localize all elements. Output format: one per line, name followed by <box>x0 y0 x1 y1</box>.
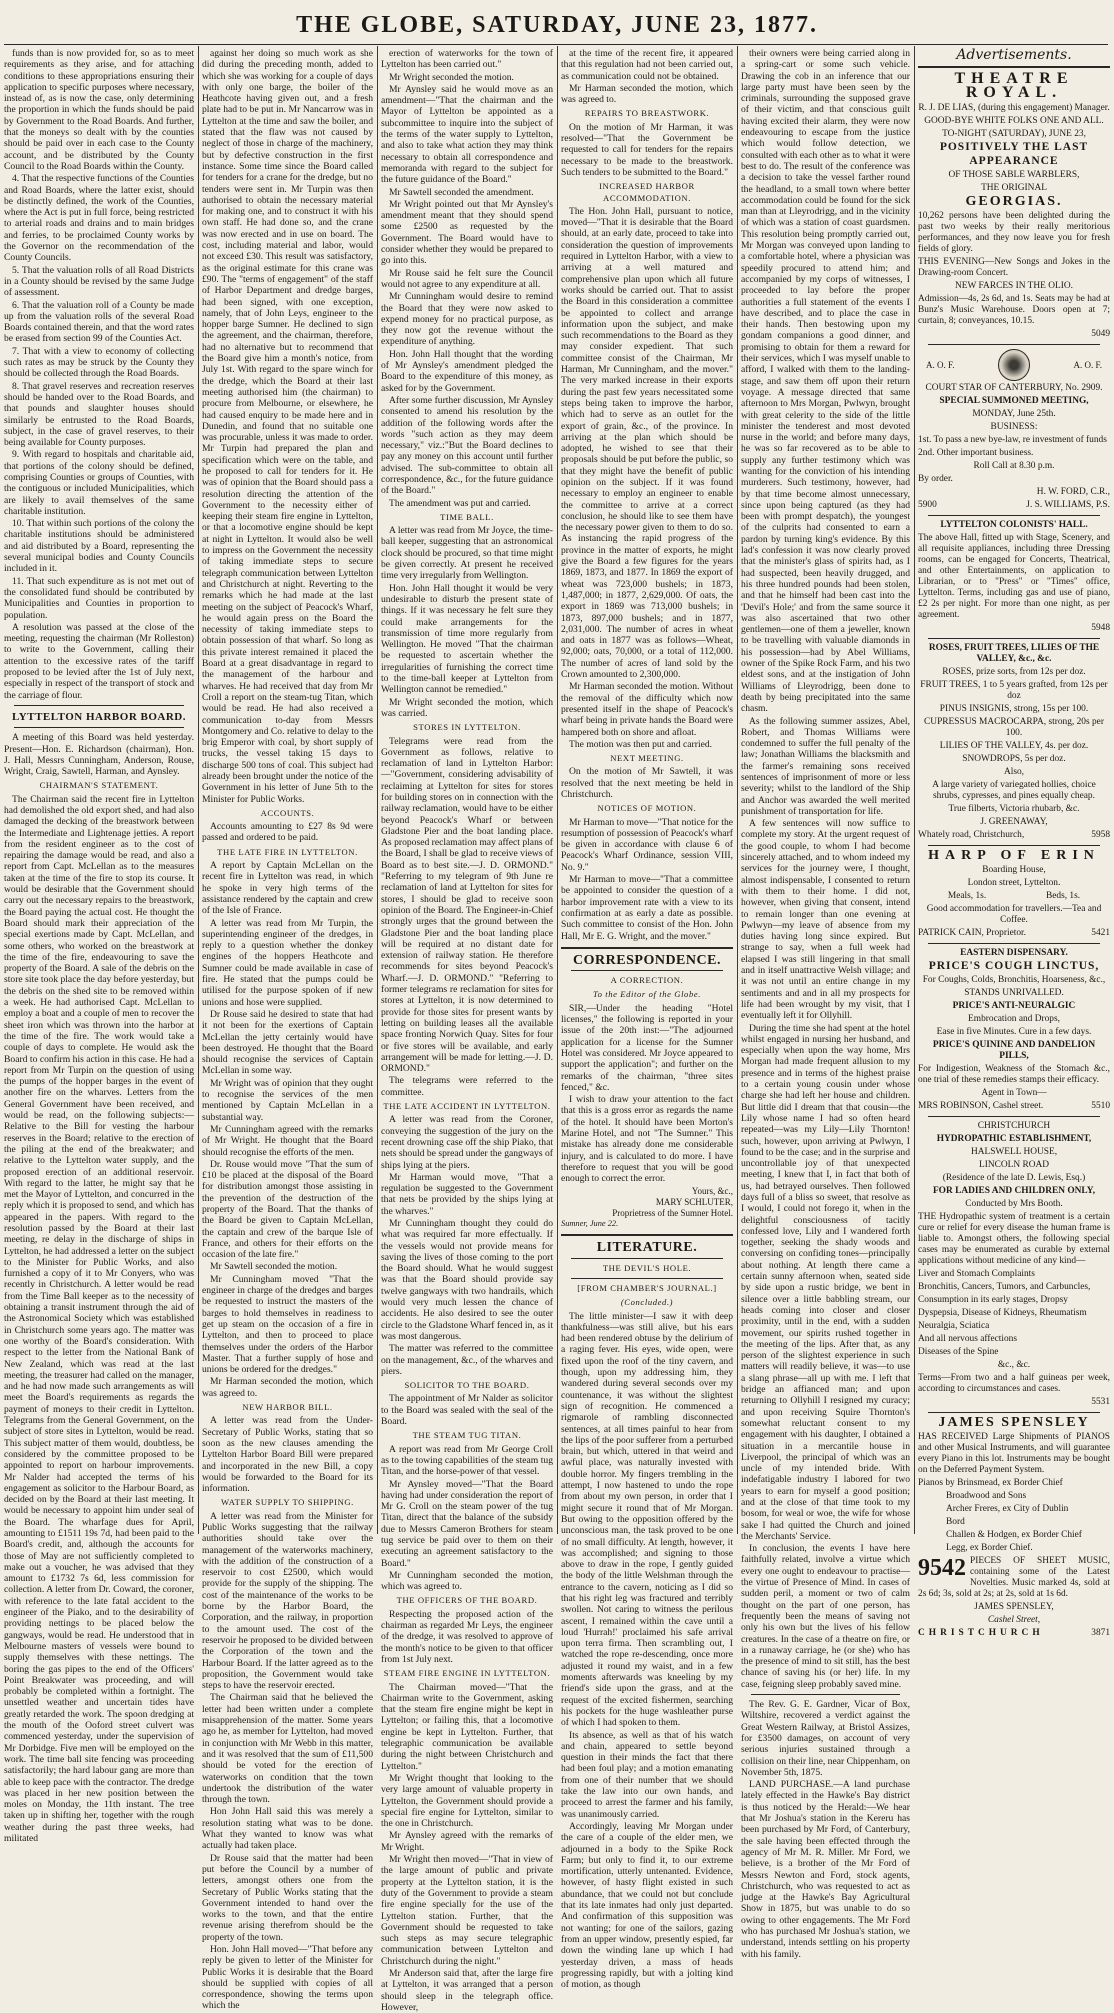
paragraph: During the time she had spent at the hotel whilst engaged in nursing her husband, and especially when upon the way home, Mrs Morgan had made frequent allusion to my presence and in terms of the highest praise to a certain young cousin under whose charge she had left her house and children. But little did I dream that that cousin—the Lily whose name I had so often heard repeated—was my Lily—Lily Thornton! such, however, upon arriving at Pwlwyn, I found to be the case; and in the surprise and uncontrollable joy of that unexpected meeting, I knew that I, in fact that both of us, had betrayed ourselves. Then followed days full of a bliss so sweet, that resolve as I would, I could not forego it, when in the delightful consciousness of tacitly confessed love, Lily and I wandered forth together, seeking the shady woods and conversing on confiding tones—principally about nothing. At length there came a certain sunny afternoon when, seated side by side upon a rustic bridge, we bent in silence over a little babbling stream, our heads coming into closer and closer proximity, until in the end, with a sudden movement, our spirits rushed together in the meeting of the lips. After that, as any person of the slightest experience in such matters will readily believe, it was—to use a slang phrase—all up with me. I left that bridge an affianced man; and upon returning to Ollyhill I resigned my curacy; and upon receiving Squire Thornton's somewhat reluctant consent to my engagement with his daughter, I obtained a situation in a mercantile house in Liverpool, the principal of which was an uncle of my intended bride. With indefatigable industry I labored for two years to earn for myself a good position; and at the close of that time took to my bosom, for weal or woe, the wife for whose sake I had quitted the Church and joined the Merchants' Service. <box>741 1022 910 1542</box>
ad-text: (Residence of the late D. Lewis, Esq.) <box>942 1173 1086 1184</box>
column-2 <box>202 48 373 2012</box>
ad-text: Terms—From two and a half guineas per week, according to circumstances and cases. <box>918 1373 1110 1395</box>
section-heading-correspondence: CORRESPONDENCE. <box>573 952 721 968</box>
ad-list-item: Diseases of the Spine <box>918 1347 999 1358</box>
paragraph: Mr Wright then moved—"That in view of the large amount of public and private property at the Lyttelton station, it is the duty of the Government to provide a steam fire engine specially for the use of the Lyttelton station. Further, that the Government should be requested to take such steps as may secure telegraphic communication between Lyttelton and Christchurch during the night." <box>381 1854 553 1967</box>
ad-text: Roll Call at 8.30 p.m. <box>973 461 1055 472</box>
paragraph: The Chairman said the recent fire in Lyttelton had demolished the old export shed, and had also damaged the decking of the breastwork between the Intermediate and Lightenage jetties. A report from the resident engineer as to the cost of repairing the damage would be read, and also a report from Capt. McLellan as to the measures taken at the time of the fire to stop its course. It would be desirable that the Government should carry out the necessary repairs to the breastwork, the Board paying the actual cost. He thought the Board should mark their appreciation of the special exertions made by Capt. McLellan, and some others, who worked on the breastwork at the time of the fire, endeavouring to save the property of the Board. A sale of the debris on the store site took place the day before yesterday, but the debris on the shed site to be removed within a week. He had authorised Capt. McLellan to employ a boat and a couple of men to recover the sheet iron which was thrown into the harbor at the time of the fire. The work would take a couple of days to complete. He would ask the Board to confirm his action in this case. He had a report from Mr Turpin on the question of using the pumps of the hopper barges in the event of another fire on the wharves. Letters from the General Government have been received, and would be read, on the following subjects:—Relative to the Bill for vesting the harbour reserves in the Board; relative to the erection of the piling at the end of the breakwater; and relative to the Lyttelton water supply, and the proposed erection of an additional reservoir. With regard to the latter, he might say that he met the Mayor of Lyttelton, and concurred in the reply which it is proposed to send, and which has appeared in the papers. With regard to the resolution passed by the Board at their last meeting, re delay in the discharge of ships in Lyttelton, he had addressed a letter on the subject to the Minister for Public Works, and also furnished a copy of it to Mr Conyers, who was recently in Christchurch. A letter would be read from the Time Ball keeper as to the necessity of obtaining a transit instrument through the aid of the Astronomical Society which was established in Christchurch some years ago. The matter was one worthy of the Board's consideration. With respect to the letter from the National Bank of New Zealand, which was read at the last meeting, the treasurer had called on the manager, and he had now made such arrangements as will meet the Board's requirements as regards the payment of moneys to their credit in Lyttelton. Telegrams from the General Government, on the subject of store sites in Lyttelton, would be read. This subject matter of them would, doubtless, be considered by the committee proposed to be appointed to report on harbour improvements. Mr Nalder had accepted the terms of his engagement as solicitor to the Harbour Board, as decided on by the Board at their last meeting. It would be necessary to appoint him under seal of the Board. The wharfage dues for April, amounting to £1511 19s 7d, had been paid to the Board's credit, and, although the accounts for those of May are not sufficiently completed to make out a voucher, he was advised that they amount to £1732 7s 6d, less commission for collection. A letter from Dr. Coward, the coroner, with reference to the late fatal accident to the engineer of the Piako, and to the desirability of providing nettings to be placed below the gangways, would be read. He understood that in Melbourne masters of vessels were bound to supply themselves with these nettings. The boring the gas pipes to the end of the Officers' Point Breakwater was proceeding, and will probably be completed within a fortnight. The unsettled weather and uncertain tides have greatly retarded the work. The spoon dredging at the mouth of the Ooford street culvert was commenced yesterday, under the supervision of Mr Dorbidge. Five men will be employed on the work. The time ball site fencing was proceeding satisfactorily; the hard labour gang are more than able to keep pace with the contractor. The dredge was placed in her new position between the moles on Monday, the 11th instant. The tree taken up in shifting her, together with the rough weather during the past three weeks, had militated <box>4 793 194 1845</box>
section-rule <box>928 845 1100 846</box>
paragraph: at the time of the recent fire, it appeared that this regulation had not been carried out, as communication could not be obtained. <box>561 48 733 82</box>
section-rule <box>561 1234 733 1236</box>
paragraph: Mr Harman to move—"That notice for the resumption of possession of Peacock's wharf be given in accordance with clause 6 of Peacock's Wharf Ordinance, session VIII, No. 9." <box>561 816 733 873</box>
ad-text: For Indigestion, Weakness of the Stomach &c., one trial of these remedies stamps their efficacy. <box>918 1064 1110 1086</box>
subheading: INCREASED HARBOR ACCOMMODATION. <box>599 181 695 203</box>
paragraph: Dr Rouse said that the matter had been put before the Council by a number of letters, amongst others one from the Secretary of Public Works stating that the Government intended to hand over the works to the town, and that the entire revenue arising therefrom should be the property of the town. <box>202 1852 373 1943</box>
paragraph: Mr Wright thought that looking to the very large amount of valuable property in Lyttelton, the Government should provide a special fire engine for Lyttelton, similar to the one in Christchurch. <box>381 1772 553 1830</box>
column-3 <box>381 48 553 2013</box>
paragraph: Mr Wright seconded the motion. <box>389 71 514 83</box>
paragraph: 10. That within such portions of the colony the charitable institutions should be administered and aid distributed by a Board, representing the several municipal bodies and County Councils included in it. <box>4 518 194 575</box>
subheading: NEW HARBOR BILL. <box>242 1402 333 1413</box>
ad-text: CUPRESSUS MACROCARPA, strong, 20s per 100. <box>924 717 1104 739</box>
paragraph: After some further discussion, Mr Aynsley consented to amend his resolution by the addition of the following words after the words "such action as they may deem necessary," viz.:"But the Board declines to pay any money on this account until further advised. The sub-committee to obtain all correspondence, &c., for the future guidance of the Board." <box>381 394 553 497</box>
ad-text: True filberts, Victoria rhubarb, &c. <box>948 804 1080 815</box>
section-heading-literature: LITERATURE. <box>596 1240 698 1256</box>
column-divider <box>557 46 558 1534</box>
ad-number: 5948 <box>1091 623 1110 634</box>
ad-text: By order. <box>918 474 953 485</box>
ad-text: COURT STAR OF CANTERBURY, No. 2909. <box>925 383 1103 394</box>
ad-text: CHRISTCHURCH <box>918 1628 1044 1639</box>
paragraph: Hon John Hall said this was merely a resolution stating what was to be done. What they wanted to know was what actually had taken place. <box>202 1806 373 1852</box>
ad-text: STANDS UNRIVALLED. <box>964 988 1064 999</box>
column-divider <box>377 46 378 1534</box>
ad-text: J. GREENAWAY, <box>980 817 1048 828</box>
masthead-rule <box>4 44 1108 45</box>
ad-number: 5958 <box>1091 830 1110 841</box>
ad-text: R. J. DE LIAS, (during this engagement) Manager. <box>918 103 1110 114</box>
paragraph: The amendment was put and carried. <box>389 497 531 509</box>
ad-list-item: And all nervous affections <box>918 1334 1018 1345</box>
section-rule <box>928 638 1100 639</box>
subheading: THE LATE FIRE IN LYTTELTON. <box>217 846 358 857</box>
ad-big-number: 9542 <box>918 1555 966 1582</box>
ad-text: ROSES, prize sorts, from 12s per doz. <box>942 667 1086 678</box>
paragraph: Mr Harman to move—"That a committee be appointed to consider the question of a harbor improvement rate with a view to its confirmation at as early a date as possible. Such committee to consist of the Hon. John Hall, Mr E. G. Wright, and the mover." <box>561 874 733 942</box>
ad-text: PRICE'S ANTI-NEURALGIC <box>952 1001 1076 1012</box>
paragraph: erection of waterworks for the town of Lyttelton has been carried out." <box>381 48 553 71</box>
paragraph: 4. That the respective functions of the Counties and Road Boards, where the latter exist, should be distinctly defined, the work of the Counties, where the Act is put in full force, being restricted to arterial roads and drains and to main bridges and ferries, to be proclaimed County works by the Governor on the recommendation of the County Councils. <box>4 173 194 264</box>
paragraph: A letter was read from the Minister for Public Works suggesting that the railway authorities should take over the management of the waterworks machinery, with the addition of the construction of a reservoir to cost £2500, which would provide for the supply of the shipping. The cost of the maintenance of the works to be borne by the Harbor Board, the Corporation, and the railway, in proportion to the amount used. The cost of the reservoir he proposed to be divided between the Corporation of the town and the Harbour Board. If the latter agreed as to the proposition, the Government would take steps to have the reservoir erected. <box>202 1510 373 1692</box>
section-rule <box>928 1116 1100 1117</box>
ad-list-item: Consumption in its early stages, Dropsy <box>918 1295 1068 1306</box>
paragraph: Mr Anderson said that, after the large fire at Lyttelton, it was arranged that a person should sleep in the telegraph office. However, <box>381 1967 553 2013</box>
ad-text: THIS EVENING—New Songs and Jokes in the Drawing-room Concert. <box>918 257 1110 279</box>
masthead <box>0 0 1114 46</box>
aof-label: A. O. F. <box>926 359 955 370</box>
paragraph: The Hon. John Hall, pursuant to notice, moved—"That it is desirable that the Board should, at an early date, proceed to take into consideration the question of improvements required in Lyttelton Harbor, with a view to arriving at a well matured and comprehensive plan upon which all future works should be carried out. That to assist the Board in this consideration a committee be appointed to collect and arrange information upon the subject, and make such recommendations to the Board as they may consider expedient. That such committee consist of the Chairman, Mr Harman, Mr Cunningham, and the mover." The very marked increase in their exports during the past few years necessitated some steps being taken to improve the harbor, which had to serve as an outlet for the export of grain, &c., of the province. In arriving at the plan which should be adopted, he wished to see that their proposals should be put before the public, so that they might have the benefit of public opinion on the subject. If it was found necessary to employ an engineer to enable the committee to arrive at a correct conclusion, he should like to see them have the necessary power given to them to do so. As instancing the rapid progress of the province in the matter of exports, he might give the Board a few figures for the years 1869, 1873, and 1877. In 1869 the export of wheat was 723,000 bushels; in 1873, 1,487,000; in 1877, 2,629,000. Of oats, the export in 1869 was 713,000 bushels; in 1873, 897,000 bushels; and in 1877, 2,031,000. The number of acres in wheat and oats in 1877 was as follows—Wheat, 92,000; oats, 70,000, or a total of 112,000. The number of acres of land sold by the Crown amounted to 2,300,000. <box>561 205 733 681</box>
paragraph: A few sentences will now suffice to complete my story. At the urgent request of the good couple, to whom I had become sincerely attached, and to whom indeed my services for the journey were, I thought, almost indispensable, I consented to return with them to their home. I did not, however, when giving that consent, intend to remain longer than one evening at Pwlwyn—my leave of absence from my duties having long since expired. But strange to say, when a full week had elapsed I was still lingering in that small and in itself unattractive Welsh village; and it was not until an entire change in my sentiments and and in all my prospects for life had been wrought by my visit, that I eventually left it for Ollyhill. <box>741 818 910 1022</box>
paragraph: The Chairman said that he believed the letter had been written under a complete misapprehension of the matter. Some years ago he, as member for Lyttelton, had moved in conjunction with Mr Webb in this matter, and it was resolved that the sum of £11,500 should be voted for the erection of waterworks on condition that the town undertook the distribution of the water through the town. <box>202 1692 373 1806</box>
ad-list-item: Legg, ex Border Chief. <box>946 1543 1033 1554</box>
ad-text: CHRISTCHURCH <box>977 1121 1051 1132</box>
subheading: THE DEVIL'S HOLE. <box>602 1262 692 1273</box>
ad-list-item: Broadwood and Sons <box>946 1491 1027 1502</box>
ad-text: PINUS INSIGNIS, strong, 15s per 100. <box>939 704 1089 715</box>
paragraph: Mr Cunningham would desire to remind the Board that they were now asked to expend money for no practical purpose, as they now got the revenue without the expenditure of anything. <box>381 291 553 348</box>
ad-list-item: Archer Freres, ex City of Dublin <box>946 1504 1069 1515</box>
subheading: WATER SUPPLY TO SHIPPING. <box>221 1497 354 1508</box>
paragraph: The Rev. G. E. Gardner, Vicar of Box, Wiltshire, recovered a verdict against the Great Western Railway, at Bristol Assizes, for £3500 damages, on account of very serious injuries sustained through a collision on their line, near Chippenham, on November 5th, 1875. <box>741 1699 910 1778</box>
ad-text: ROSES, FRUIT TREES, LILIES OF THE VALLEY, &c., &c. <box>928 643 1100 665</box>
ad-number: 5531 <box>1091 1397 1110 1408</box>
ad-text: HALSWELL HOUSE, <box>970 1147 1058 1158</box>
subheading: TIME BALL. <box>440 511 494 522</box>
ad-text: Whately road, Christchurch, <box>918 830 1025 841</box>
ad-text: MONDAY, June 25th. <box>972 409 1056 420</box>
paragraph: 11. That such expenditure as is not met out of the consolidated fund should be contributed by Municipalities and Counties in proportion to population. <box>4 575 194 621</box>
ad-georgias-title: GEORGIAS. <box>965 194 1063 210</box>
ad-text: JAMES SPENSLEY, <box>974 1602 1054 1613</box>
paragraph: their owners were being carried along in a spring-cart or some such vehicle. Drawing the cob in an inference that our large party must have been seen by the criminals, surrounding the supposed grave of their victim, and that conscious guilt having excited their alarm, they were now endeavouring to escape from the justice which would follow detection, we consulted with each other as to what it were best to do. The result of the conference was a decision to take the vessel farther round the headland, to a small town where better accommodation could be found for the sick man than at Lleyrodrigg, and in the vicinity of which was a station of coast guardsmen. This resolution being promptly carried out, Mr Morgan was conveyed upon landing to a comfortable hotel, where a physician was speedily procured to attend him; and accompanied by my corps of witnesses, I proceeded to lay before the proper authorities a full statement of the events I have described, and to place the case in their hands. Then bestowing upon my gondam companions a good dinner, and promising to obtain for them a reward for their services, which I was myself unable to afford, I walked with them to the landing-stage, and saw them off upon their return voyage. A message directed that same afternoon to Mrs Morgan, Pwlwyn, brought with great celerity to the side of the little minister the tenderest and most devoted nurse in the world; and before many days, he was so far recovered as to be able to supply any further testimony which was wanting for the conviction of his intending murderers. Such testimony, however, had by that time become almost unnecessary, since upon being captured (as they had been with prompt despatch), the youngest of the culprits had consented to earn a pardon by turning king's evidence. By this lad's confession it was now clearly proved that the minister's glass of spirits had, as I had suspected, been heavily drugged, and his three hundred pounds had been stolen, and that he himself had been cast into the 'Devil's Hole;' and from the same source it was also ascertained that two other gentlemen—one of them a jeweller, known to be travelling with valuable diamonds in his possession—had by Abel Williams, owner of the Spike Rock Farm, and his two eldest sons, and at the instigation of John Williams of Lleyrodrigg, been done to death by being precipitated into the same chasm. <box>741 48 910 715</box>
paragraph: Mr Harman seconded the motion. Without the removal of the difficulty which now presented itself in the shape of Peacock's wharf being in private hands the Board were hampered both on shore and afloat. <box>561 681 733 738</box>
paragraph: against her doing so much work as she did during the preceding month, added to which she was working for a couple of days with only one barge, the boiler of the Heathcote having given out, and a fresh plate had to be put in. Mr Nancarrow was in Lyttelton at the time and saw the boiler, and stated that the flaw was not caused by neglect of those in charge of the machinery, but by defective construction in the first instance. Some time since the Board called for tenders for a crane for the dredge, but no tenders were sent in. Mr Turpin was then authorised to obtain the necessary material for making one, and to construct it with his own staff. He had done so, and the crane was now erected and in use on board. The cost, including material and labor, would not exceed £30. This result was satisfactory, as the original estimate for this crane was £90. The "terms of engagement" of the staff of Harbor Department and dredge barges, had been signed, with one exception, namely, that of John Leys, engineer to the hopper barge Sumner. He declined to sign the agreement, and the chairman, therefore, had no alternative but to recommend that the Board give him a month's notice, from July 1st. With regard to the spare winch for the dredge, which the Board at their last meeting authorised him (the chairman) to procure from Melbourne, or elsewhere, he had caused enquiry to be made here and in Dunedin, and found that no suitable one was procurable, unless it was made to order. Mr Turpin had prepared the plan and specification which were on the table, and he proposed to call for tenders for it. He was of opinion that the Board should pass a resolution directing the attention of the Government to the necessity either of keeping their steam fire engine in Lyttelton, or that a locomotive engine should be kept at night in Lyttelton. It would also be well to impress on the Government the necessity of taking immediate steps to secure telegraph communication between Lyttelton and Christchurch at night. Reverting to the remarks which he had made at the last meeting on the subject of Peacock's Wharf, he would again press on the Board the necessity of taking immediate steps to obtain possession of that wharf. So long as this private interest remained it placed the Board at a great disadvantage in regard to the management of the harbour and wharves. He had received that day from Mr Croll a report on the steam-tug Titan, which would be read. He had also received a communication to-day from Messrs Montgomery and Co. relative to delay to the brig Emperor with coal, by short supply of trucks, the vessel taking 15 days to discharge 500 tons of coal. This subject had already been brought under the notice of the Government in his letter of June 5th to the Minister for Public Works. <box>202 48 373 805</box>
paragraph: The telegrams were referred to the committee. <box>381 1075 553 1098</box>
ad-harp-title: HARP OF ERIN <box>928 848 1100 864</box>
ad-theatre-title: THEATRE ROYAL. <box>954 70 1074 102</box>
paragraph: Mr Sawtell seconded the amendment. <box>389 186 534 198</box>
ad-text: 2nd. Other important business. <box>918 448 1034 459</box>
ad-text: PIECES OF SHEET MUSIC, containing some of the Latest Novelties. Music marked 4s, sold at 2s 6d; 3s, sold at 2s; at 2s, sold at 1s 6d. <box>918 1556 1110 1600</box>
ad-list-item: Pianos by Brinsmead, ex Border Chief <box>918 1478 1063 1489</box>
ad-text: SPECIAL SUMMONED MEETING, <box>939 396 1089 407</box>
subheading: CHAIRMAN'S STATEMENT. <box>39 780 159 791</box>
advertisements-heading: Advertisements. <box>956 47 1072 63</box>
paragraph: Mr Cunningham thought they could do what was required far more effectually. If the vessels would not provide means for saving the lives of those coming to the port the Board should. What he would suggest was that the Board should provide say twelve gangways with two handrails, which would very much lessen the chance of accidents. He also desired to see the outer circle to the Gladstone Wharf fenced in, as it was most dangerous. <box>381 1217 553 1342</box>
subheading: STEAM FIRE ENGINE IN LYTTELTON. <box>383 1668 551 1679</box>
ad-text: Conducted by Mrs Booth. <box>965 1199 1063 1210</box>
ad-list-item: Dyspepsia, Disease of Kidneys, Rheumatism <box>918 1308 1087 1319</box>
ad-text: POSITIVELY THE LAST <box>939 141 1089 154</box>
paragraph: Mr Cunningham moved "That the engineer in charge of the dredges and barges be requested to instruct the masters of the barges to hold themselves in readiness to get up steam on the occasion of a fire in Lyttelton, and then to proceed to place themselves under the orders of the Harbor Master. That a further supply of hose and unions be ordered for the dredges." <box>202 1273 373 1376</box>
paragraph: Mr Harman seconded the motion, which was agreed to. <box>202 1376 373 1399</box>
ad-text: THE ORIGINAL <box>981 183 1047 194</box>
column-5 <box>741 48 910 1960</box>
ad-signature-row <box>918 928 1110 939</box>
paragraph: On the motion of Mr Harman, it was resolved—"That the Government be requested to call for tenders for the repairs necessary to be made to the breastwork. Such tenders to be submitted to the Board." <box>561 121 733 178</box>
paragraph: In conclusion, the events I have here faithfully related, involve a virtue which every one ought to endeavour to practise—the virtue of Presence of Mind. In cases of sudden peril, a moment or two of calm thought on the part of one person, has frequently been the means of saving not only his own but the lives of his fellow creatures. In the case of a theatre on fire, or in a runaway carriage, he (or she) who has the presence of mind to sit still, has the best chance of saving his (or her) life. In my case, feigning sleep probably saved mine. <box>741 1543 910 1690</box>
ad-text: LILIES OF THE VALLEY, 4s. per doz. <box>939 741 1089 752</box>
ad-text: 1st. To pass a new bye-law, re investment of funds <box>918 435 1107 446</box>
ad-number: 5510 <box>1091 1101 1110 1112</box>
subheading: [FROM CHAMBER'S JOURNAL.] <box>577 1282 717 1293</box>
ad-text: Embrocation and Drops, <box>968 1014 1060 1025</box>
ad-text: Boarding House, <box>982 865 1046 876</box>
ad-text: SNOWDROPS, 5s per doz. <box>962 754 1066 765</box>
subheading: NEXT MEETING. <box>610 753 684 764</box>
article-heading: LYTTELTON HARBOR BOARD. <box>11 710 186 723</box>
ad-text: 10,262 persons have been delighted during the past two weeks by their really meritorious performances, and they now leave you for fresh fields of glory. <box>918 211 1110 255</box>
paragraph: Hon. John Hall thought that the wording of Mr Aynsley's amendment pledged the Board to the expenditure of this money, as asked for by the Government. <box>381 348 553 394</box>
aof-banner <box>918 349 1110 381</box>
paragraph: Mr Rouse said he felt sure the Council would not agree to any expenditure at all. <box>381 267 553 290</box>
signature-name: MARY SCHLUTER, <box>655 1196 733 1207</box>
paragraph: A letter was read from the Coroner, conveying the suggestion of the jury on the recent drowning case off the ship Piako, that nets should be spread under the gangways of ships lying at the piers. <box>381 1114 553 1171</box>
column-1 <box>4 48 194 1845</box>
ad-text: For Coughs, Colds, Bronchitis, Hoarseness, &c., <box>922 975 1106 986</box>
paragraph: Mr Harman seconded the motion, which was agreed to. <box>561 82 733 106</box>
section-rule <box>918 66 1110 68</box>
section-rule <box>14 705 184 706</box>
paragraph: A report by Captain McLellan on the recent fire in Lyttelton was read, in which he spoke in very high terms of the assistance rendered by the captain and crew of the Isle of France. <box>202 860 373 917</box>
ad-text: H. W. FORD, C.R., <box>1036 487 1110 498</box>
section-rule <box>571 1278 723 1279</box>
paragraph: Dr. Rouse would move "That the sum of £10 be placed at the disposal of the Board for distribution amongst those assisting in the prevention of the destruction of the property of the Board. That the thanks of the Board be given to Captain McLellan, the captain and crew of the barque Isle of France, and others for their efforts on the occasion of the late fire." <box>202 1158 373 1261</box>
subheading: ACCOUNTS. <box>260 807 315 818</box>
paragraph: 5. That the valuation rolls of all Road Districts in a County should be revised by the same Judge of assessment. <box>4 264 194 299</box>
paragraph: SIR,—Under the heading "Hotel licenses," the following is reported in your issue of the 20th inst:—"The adjourned application for a license for the Sumner Hotel was considered. Mr Joyce appeared to support the application"; and further on the remarks of the chairman, "three sites fenced," &c. <box>561 1002 733 1093</box>
ad-text: Agent in Town— <box>981 1088 1047 1099</box>
section-rule <box>928 515 1100 516</box>
column-divider <box>914 46 915 1534</box>
ad-list-item: Challen & Hodgen, ex Border Chief <box>946 1530 1082 1541</box>
section-rule <box>571 970 723 971</box>
paragraph: Mr Harman would move, "That a regulation be suggested to the Government that nets be provided by the ships lying at the wharves." <box>381 1171 553 1217</box>
ad-text: MRS ROBINSON, Cashel street. <box>918 1101 1044 1112</box>
paragraph: A letter was read from Mr Joyce, the time-ball keeper, suggesting that an astronomical clock should be procured, so that time might be given correctly. At present he received time very irregularly from Wellington. <box>381 525 553 582</box>
ad-price-row <box>918 891 1110 902</box>
section-rule <box>928 1412 1100 1413</box>
column-divider <box>737 46 738 1534</box>
paragraph: Mr Cunningham agreed with the remarks of Mr Wright. He thought that the Board should recognise the efforts of the men. <box>202 1123 373 1158</box>
paragraph: 7. That with a view to economy of collecting such rates as may be struck by the County they should be collected through the Road Boards. <box>4 345 194 380</box>
ad-signature-row <box>918 830 1110 841</box>
paragraph: 8. That gravel reserves and recreation reserves should be handed over to the Road Boards, and that pounds and slaughter houses should similarly be entrusted to the Road Boards, subject, in the case of gravel reserves, to their being available for County purposes. <box>4 380 194 449</box>
ad-text: Ease in five Minutes. Cure in a few days. <box>936 1027 1092 1038</box>
paragraph: Accounts amounting to £27 8s 9d were passed and ordered to be paid. <box>202 821 373 844</box>
ad-list-item: Bronchitis, Cancers, Tumors, and Carbuncles, <box>918 1282 1091 1293</box>
paragraph: The motion was then put and carried. <box>569 738 713 750</box>
ad-text: THE Hydropathic system of treatment is a certain cure or relief for every disease the human frame is liable to. Amongst others, the following special cases may be enumerated as curable by external applications without medicine of any kind— <box>918 1212 1110 1267</box>
paragraph: The matter was referred to the committee on the management, &c., of the wharves and piers. <box>381 1343 553 1377</box>
paragraph: LAND PURCHASE.—A land purchase lately effected in the Hawke's Bay district is thus noticed by the Herald:—We hear that Mr Joshua's station in the Kereru has been purchased by Mr Ford, of Canterbury, the sale having been effected through the agency of Mr M. R. Miller. Mr Ford, we believe, is a brother of the Mr Ford of Messrs Newton and Ford, stock agents, Christchurch, who was requested to act as judge at the Hawke's Bay Agricultural Show in 1875, but was unable to do so owing to other engagements. The Mr Ford who has purchased Mr Joshua's station, we understand, intends settling on his property with his family. <box>741 1779 910 1960</box>
paragraph: 9. With regard to hospitals and charitable aid, that portions of the colony should be defined, comprising Counties or groups of Counties, with the contiguous or included Municipalities, which are likely to avail themselves of the same charitable institution. <box>4 449 194 517</box>
section-rule <box>751 1694 900 1695</box>
paragraph: Hon. John Hall thought it would be very undesirable to disturb the present state of things. If it was necessary he felt sure they could make arrangements for the transmission of time more regularly from Wellington. He moved "That the chairman be requested to ascertain whether the irregularities of furnishing the correct time to the time-ball keeper at Lyttelton from Wellington cannot be remedied." <box>381 582 553 696</box>
section-rule <box>928 943 1100 944</box>
paragraph: Mr Aynsley said he would move as an amendment—"That the chairman and the Mayor of Lyttelton be appointed as a subcommittee to inquire into the subject of the terms of the water supply to Lyttelton, and also to take what action they may think necessary to obtain all correspondence and memoranda with regard to the subject for the future guidance of the Board." <box>381 83 553 186</box>
signature-line: Proprietress of the Sumner Hotel. <box>612 1208 733 1219</box>
ad-number: 5900 <box>918 500 937 511</box>
ad-list-item: Neuralgia, Sciatica <box>918 1321 990 1332</box>
ad-number: 5049 <box>1091 329 1110 340</box>
paragraph: Mr Wright pointed out that Mr Aynsley's amendment meant that they should spend some £2500 as requested by the Government. The Board would have to consider whether they would be prepared to go into this. <box>381 198 553 267</box>
paragraph: Mr Sawtell seconded the motion. <box>210 1261 338 1273</box>
paragraph: Telegrams were read from the Government as follows, relative to reclamation of land in Lyttelton Harbor:—"Government, considering advisability of reclaiming at Lyttelton for sites for stores for building stores on in connection with the railway reclamation, would have to be either beyond Peacock's Wharf or between Gladstone Pier and the boat landing place. As proposed reclamation may affect plans of the Board, I shall be glad to receive views of Board as to best site.—J. D. ORMOND." "Referring to my telegram of 9th June re reclamation of land at Lyttelton for sites for stores, I should be glad to receive soon opinion of the Board. The Engineer-in-Chief strongly urges that the ground between the Gladstone Pier and the boat landing place will be required at no distant date for extension of railway station. He therefore recommends for sites beyond Peacock's Wharf.—J. D. ORMOND." "Referring to former telegrams re reclamation for sites for stores at Lyttelton, it is now determined to provide for those sites for present wants by letting on building leases all the available space fronting Norwich Quay. Sites for four or five stores will be available, and early arrangement will be made for letting.—J. D. ORMOND." <box>381 735 553 1075</box>
paragraph: Mr Aynsley agreed with the remarks of Mr Wright. <box>381 1830 553 1853</box>
ad-list-item: &c., &c. <box>997 1360 1031 1371</box>
paragraph: 6. That the valuation roll of a County be made up from the valuation rolls of the several Road Boards contained therein, and that the word rates be erased from section 99 of the Counties Act. <box>4 299 194 345</box>
newspaper-title: THE GLOBE, SATURDAY, JUNE 23, 1877. <box>296 12 818 38</box>
paragraph: Hon. John Hall moved—"That before any reply be given to letter of the Minister for Public Works it is desirable that the Board should be supplied with copies of all correspondence, showing the terms upon which the <box>202 1943 373 2012</box>
paragraph: A resolution was passed at the close of the meeting, requesting the chairman (Mr Rolleston) to write to the Government, calling their attention to the excessive rates of the tariff proposed to be levied after the 1st of July next, especially in respect of the transport of stock and the carriage of flour. <box>4 621 194 701</box>
dateline: Sumner, June 22. <box>561 1219 619 1229</box>
ad-text: Beds, 1s. <box>1045 891 1081 902</box>
paragraph: The Chairman moved—"That the Chairman write to the Government, asking that the steam fire engine might be kept in Lyttelton; or failing this, that a locomotive engine be kept in Lyttelton. Further, that telegraphic communication be available during the night between Christchurch and Lyttelton." <box>381 1681 553 1772</box>
ad-text: EASTERN DISPENSARY. <box>960 948 1068 959</box>
ad-signature-row <box>918 1101 1110 1112</box>
paragraph: A meeting of this Board was held yesterday. Present—Hon. E. Richardson (chairman), Hon. J. Hall, Messrs Cunningham, Anderson, Rouse, Wright, Craig, Sawtell, Harman, and Aynsley. <box>4 732 194 778</box>
paragraph: funds than is now provided for, so as to meet requirements as they arise, and for attaching conditions to these appropriations ensuring their application to specific purposes where necessary, instead of, as is now the case, only determining the proportion in which the funds should be paid by Government to the Road Boards. And further, that the moneys so dealt with by the counties should be paid over in each case to the County account, and be distributed by the County Council to the Road Boards within the County. <box>4 48 194 172</box>
paragraph: Respecting the proposed action of the chairman as regarded Mr Leys, the engineer of the dredge, it was resolved to approve of the month's notice to be given to that officer from 1st July next. <box>381 1608 553 1665</box>
aof-label: A. O. F. <box>1073 359 1102 370</box>
section-rule <box>561 947 733 949</box>
paragraph: A letter was read from Mr Turpin, the superintending engineer of the dredges, in reply to a question whether the donkey engines of the hoppers Heathcote and Sumner could be made available in case of fire. He stated that the pumps could be utilised for the purpose spoken of if new unions and hose were supplied. <box>202 917 373 1008</box>
advertisements-column <box>918 47 1110 1639</box>
section-rule <box>928 344 1100 345</box>
ad-list-item: Bord <box>946 1517 965 1528</box>
ad-text: HAS RECEIVED Large Shipments of PIANOS and other Musical Instruments, and will guarantee every Piano in this lot. Instruments may be bought on the Deferred Payment System. <box>918 1432 1110 1476</box>
paragraph: Mr Wright seconded the motion, which was carried. <box>381 696 553 719</box>
ad-text: OF THOSE SABLE WARBLERS, <box>948 170 1080 181</box>
column-4 <box>561 48 733 1991</box>
order-seal-icon <box>998 349 1030 381</box>
ad-text: PRICE'S QUININE AND DANDELION PILLS, <box>932 1040 1096 1062</box>
column-divider <box>198 46 199 1534</box>
ad-text: Good accommodation for travellers.—Tea and Coffee. <box>926 904 1102 926</box>
subheading: A CORRECTION. <box>610 975 684 986</box>
section-rule <box>571 1258 723 1259</box>
ad-text: GOOD-BYE WHITE FOLKS ONE AND ALL. <box>924 116 1104 127</box>
ad-text: Cashel Street, <box>987 1615 1041 1626</box>
paragraph: On the motion of Mr Sawtell, it was resolved that the next meeting be held in Christchurch. <box>561 766 733 800</box>
subheading: REPAIRS TO BREASTWORK. <box>584 108 710 119</box>
paragraph: As the following summer assizes, Abel, Robert, and Thomas Williams were condemned to suffer the full penalty of the law; Jonathan Williams the blacksmith and the farmer's remaining sons received sentences of imprisonment of more or less severity; whilst to the landlord of the Ship and Anchor was awarded the well merited punishment of transportation for life. <box>741 715 910 817</box>
paragraph: I wish to draw your attention to the fact that this is a gross error as regards the name of the hotel. It should have been Morton's Marine Hotel, and not "The Sumner." This mistake has already done me considerable injury, and is calculated to do more. I have therefore to request that you will be good enough to correct the error. <box>561 1094 733 1185</box>
ad-text: London street, Lyttelton. <box>967 878 1061 889</box>
ad-signature-row <box>918 500 1110 511</box>
section-rule <box>14 727 184 728</box>
ad-text: A large variety of variegated hollies, choice shrubs, cypresses, and pines equally cheap. <box>932 780 1096 802</box>
subheading: SOLICITOR TO THE BOARD. <box>404 1380 530 1391</box>
paragraph: Dr Rouse said he desired to state that had it not been for the exertions of Captain McLellan the jetty certainly would have been destroyed. He thought that the Board should recognise the services of Captain McLellan in some way. <box>202 1008 373 1077</box>
ad-text: Meals, 1s. <box>947 891 987 902</box>
ad-text: NEW FARCES IN THE OLIO. <box>955 281 1073 292</box>
ad-number: 5421 <box>1091 928 1110 939</box>
ad-text: The above Hall, fitted up with Stage, Scenery, and all requisite appliances, including three Dressing rooms, can be engaged for Concerts, Theatrical, and other Entertainments, on application to Librarian, or to "Press" or "Times" office, Lyttelton. Terms, including gas and use of piano, £2 2s per night. For more than one night, as per agreement. <box>918 533 1110 621</box>
paragraph: A report was read from Mr George Croll as to the towing capabilities of the steam tug Titan, and the horse-power of that vessel. <box>381 1443 553 1478</box>
ad-text: Also, <box>1003 767 1025 778</box>
subheading: THE STEAM TUG TITAN. <box>412 1430 522 1441</box>
ad-signature-row <box>918 1628 1110 1639</box>
ad-cough-title: PRICE'S COUGH LINCTUS, <box>928 960 1100 973</box>
ad-sheet-music <box>918 1556 1110 1600</box>
ad-number: 3871 <box>1091 1628 1110 1639</box>
ad-text: LYTTELTON COLONISTS' HALL. <box>940 520 1088 531</box>
paragraph: Mr Aynsley moved—"That the Board having had under consideration the report of Mr G. Croll on the steam power of the tug Titan, direct that the balance of the subsidy due to Messrs Cameron Brothers for steam tug service be paid over to them on their executing an agreement satisfactory to the Board." <box>381 1478 553 1569</box>
ad-spensley-title: JAMES SPENSLEY <box>938 1415 1090 1431</box>
ad-text: FOR LADIES AND CHILDREN ONLY, <box>932 1186 1096 1197</box>
ad-text: LINCOLN ROAD <box>978 1160 1050 1171</box>
paragraph: Its absence, as well as that of his watch and chain, appeared to settle beyond question in their minds the fact that there had been foul play; and a motion emanating from one of their number that we should take the law into our own hands, and proceed to arrest the farmer and his family, was unanimously carried. <box>561 1729 733 1820</box>
subheading: To the Editor of the Globe. <box>592 989 702 1000</box>
ad-text: APPEARANCE <box>969 155 1059 168</box>
subheading: STORES IN LYTTELTON. <box>413 722 521 733</box>
paragraph: The little minister—I saw it with deep thankfulness—was still alive, but his ears had been rendered obtuse by the delirium of a raging fever. His eyes, wide open, were fixed upon the roof of the tiny cavern, and though, upon my addressing him, they wandered during several seconds over my countenance, it was without the slightest sign of recognition. He commenced a rigmarole of rambling disconnected sentences, at all times painful to hear from the lips of the poor sufferer from a perturbed brain, but which, uttered in that weird and awful place, was naturally invested with double horror. My fingers trembling in the attempt, I now hastened to undo the rope from about my own person, in order that I might secure it round that of Mr Morgan. But owing to the opposition offered by the unconscious man, the task proved to be one of no small difficulty. At length, however, it was accomplished; and signing to those above to draw in the rope, I gently guided the body of the little Welshman through the entrance to the cavern, noticing as I did so that his right leg was fractured and terribly swollen. Not caring to witness the perilous ascent, I remained within the cave until a loud 'Hurrah!' proclaimed his safe arrival upon terra firma. Then scrambling out, I watched the rope re-descending, once more adjusted it round my waist, and in a few moments afterwards was kneeling by my friend's side upon the grass, and at the request of the excited fishermen, searching his pockets for the huge washleather purse of which I had spoken to them. <box>561 1310 733 1729</box>
ad-text: PATRICK CAIN, Proprietor. <box>918 928 1026 939</box>
ad-text: BUSINESS: <box>990 422 1038 433</box>
paragraph: A letter was read from the Under-Secretary of Public Works, stating that so soon as the new clauses amending the Lyttelton Harbor Board Bill were prepared and incorporated in the new Bill, a copy would be forwarded to the Board for its information. <box>202 1415 373 1495</box>
subheading: THE LATE ACCIDENT IN LYTTELTON. <box>383 1101 551 1112</box>
ad-list-item: Liver and Stomach Complaints <box>918 1269 1035 1280</box>
paragraph: Mr Wright was of opinion that they ought to recognise the services of the men mentioned by Captain McLellan in a substantial way. <box>202 1077 373 1123</box>
ad-text: J. S. WILLIAMS, P.S. <box>1026 500 1110 511</box>
signature-line: Yours, &c., <box>691 1185 733 1196</box>
subheading: THE OFFICERS OF THE BOARD. <box>396 1595 538 1606</box>
subheading: (Concluded.) <box>620 1297 674 1308</box>
ad-text: TO-NIGHT (SATURDAY), JUNE 23, <box>942 129 1086 140</box>
ad-text: Admission—4s, 2s 6d, and 1s. Seats may be had at Bunz's Music Warehouse. Doors open at 7; curtain, 8; conveyances, 10.15. <box>918 294 1110 327</box>
paragraph: Mr Cunningham seconded the motion, which was agreed to. <box>381 1569 553 1593</box>
subheading: NOTICES OF MOTION. <box>597 803 697 814</box>
paragraph: Accordingly, leaving Mr Morgan under the care of a couple of the elder men, we adjourned in a body to the Spike Rock Farm; but only to find it, to our extreme mortification, utterly untenanted. Evidence, however, of hasty flight existed in such abundance, that we could not but conclude that its late inmates had only just departed. And confirmation of this supposition was not wanting; for one of the sailors, gazing from an upper window, presently espied, far down the winding lane up which I had yesterday driven, a mass of heads progressing rapidly, but with a jolting kind of motion, as though <box>561 1820 733 1991</box>
paragraph: The appointment of Mr Nalder as solicitor to the Board was sealed with the seal of the Board. <box>381 1393 553 1428</box>
ad-text: FRUIT TREES, 1 to 5 years grafted, from 12s per doz <box>920 680 1108 702</box>
ad-text: HYDROPATHIC ESTABLISHMENT, <box>936 1134 1092 1145</box>
